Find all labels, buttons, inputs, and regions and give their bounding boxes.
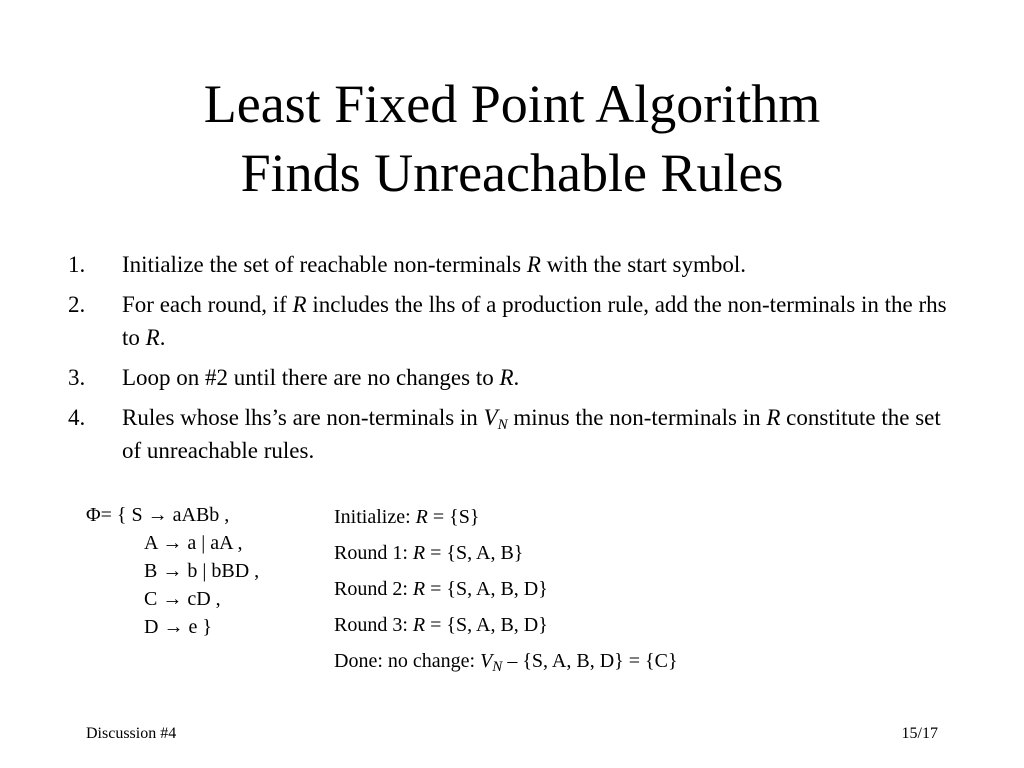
algorithm-steps: [68, 248, 948, 474]
step-number: 3.: [68, 365, 86, 390]
round-label: Round 3:: [334, 614, 413, 636]
round-label: Round 2:: [334, 578, 413, 600]
step-variable: R: [292, 292, 307, 317]
grammar-definition: [86, 501, 259, 641]
grammar-prefix: Φ= {: [86, 504, 132, 526]
round-subscript: N: [492, 659, 503, 675]
step-item: [68, 401, 948, 467]
step-variable: R: [499, 365, 514, 390]
arrow-icon: →: [162, 532, 183, 554]
step-item: [68, 248, 948, 281]
rule-rhs: e }: [188, 616, 212, 638]
round-label: Done: no change:: [334, 650, 481, 672]
title-line-1: Least Fixed Point Algorithm: [203, 74, 821, 134]
rule-lhs: D: [144, 616, 159, 638]
round-set: = {S, A, B, D}: [425, 578, 548, 600]
step-text: Initialize the set of reachable non-terminals: [122, 252, 527, 277]
arrow-icon: →: [162, 560, 183, 582]
round-label: Initialize:: [334, 506, 416, 528]
round-variable: R: [412, 614, 426, 636]
round-label: Round 1:: [334, 542, 413, 564]
round-variable: R: [412, 542, 426, 564]
step-subscript: N: [497, 417, 508, 433]
round-set: = {S, A, B}: [425, 542, 524, 564]
round-variable: R: [412, 578, 426, 600]
slide-title: [0, 70, 1024, 208]
arrow-icon: →: [147, 504, 168, 526]
round-variable: R: [415, 506, 428, 528]
step-text: For each round, if: [122, 292, 293, 317]
footer-page-number: 15/17: [901, 725, 938, 742]
step-variable: R: [766, 405, 781, 430]
rule-rhs: aABb ,: [172, 504, 230, 526]
arrow-icon: →: [163, 616, 184, 638]
round-set: = {S, A, B, D}: [425, 614, 548, 636]
round-set: – {S, A, B, D} = {C}: [502, 650, 678, 672]
step-item: [68, 361, 948, 394]
round-line: [334, 611, 678, 639]
rule-lhs: C: [144, 588, 158, 610]
round-line: [334, 539, 678, 567]
step-text: .: [513, 365, 520, 390]
footer-discussion-label: Discussion #4: [86, 725, 177, 742]
grammar-rule: [86, 501, 259, 529]
iteration-rounds: [334, 503, 678, 683]
rule-rhs: cD ,: [187, 588, 221, 610]
round-line: [334, 575, 678, 603]
step-text: includes the lhs of a production rule, add the non-terminals in the rhs to: [122, 292, 947, 350]
step-variable: V: [483, 405, 498, 430]
rule-lhs: S: [131, 504, 143, 526]
round-set: = {S}: [427, 506, 480, 528]
step-number: 2.: [68, 292, 86, 317]
step-text: Rules whose lhs’s are non-terminals in: [122, 405, 484, 430]
rule-lhs: A: [144, 532, 158, 554]
rule-rhs: b | bBD ,: [187, 560, 260, 582]
grammar-rule: [86, 557, 259, 585]
step-text: with the start symbol.: [540, 252, 747, 277]
step-item: [68, 288, 948, 354]
step-variable: R: [526, 252, 541, 277]
round-line: [334, 647, 678, 675]
step-text: constitute the set of unreachable rules.: [122, 405, 941, 463]
grammar-rule: [86, 529, 259, 557]
step-number: 1.: [68, 252, 86, 277]
rule-rhs: a | aA ,: [187, 532, 243, 554]
rule-lhs: B: [144, 560, 158, 582]
round-line: [334, 503, 678, 531]
round-variable: V: [480, 650, 493, 672]
step-variable: R: [145, 325, 160, 350]
title-line-2: Finds Unreachable Rules: [240, 143, 784, 203]
arrow-icon: →: [162, 588, 183, 610]
step-text: .: [159, 325, 166, 350]
step-number: 4.: [68, 405, 86, 430]
grammar-rule: [86, 613, 259, 641]
step-text: Loop on #2 until there are no changes to: [122, 365, 500, 390]
grammar-rule: [86, 585, 259, 613]
step-text: minus the non-terminals in: [507, 405, 767, 430]
